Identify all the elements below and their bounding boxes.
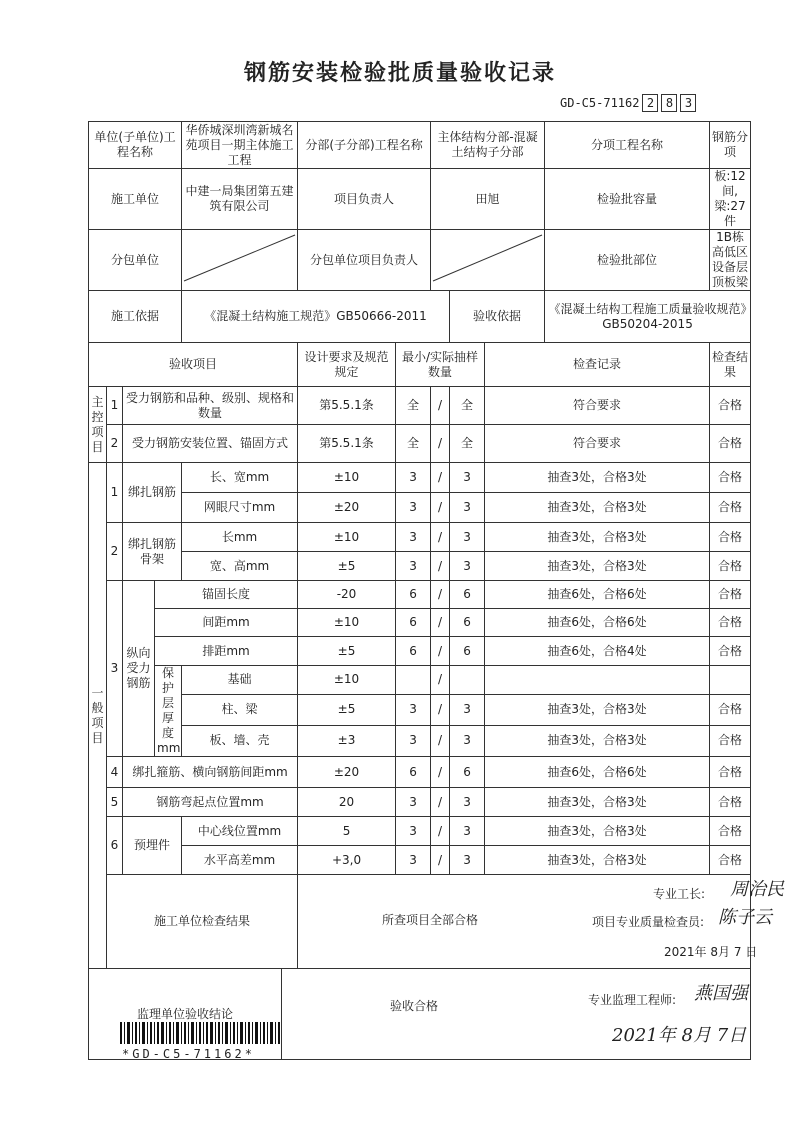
sample-actual: 3 [450, 725, 485, 756]
design-value: +3,0 [298, 846, 396, 875]
check-result: 合格 [710, 694, 751, 725]
sub-item-name: 间距mm [155, 609, 298, 637]
basis-value: 《混凝土结构施工规范》GB50666-2011 [182, 291, 450, 343]
sub-item-name: 网眼尺寸mm [182, 493, 298, 523]
subitem-label: 分项工程名称 [545, 122, 710, 169]
form-code-prefix: GD-C5-71162 [560, 96, 640, 110]
design-value: 第5.5.1条 [298, 387, 396, 425]
sub-item-name: 板、墙、壳 [182, 725, 298, 756]
check-result: 合格 [710, 846, 751, 875]
inspector-label: 项目专业质量检查员: [592, 915, 705, 929]
design-value: 20 [298, 788, 396, 817]
check-result: 合格 [710, 609, 751, 637]
sample-min: 全 [396, 387, 431, 425]
sample-min: 3 [396, 725, 431, 756]
blank-diagonal [184, 235, 295, 281]
check-result: 合格 [710, 425, 751, 463]
sub-item-name: 长mm [182, 523, 298, 552]
row-number: 3 [107, 581, 123, 757]
check-record: 抽查3处，合格3处 [485, 846, 710, 875]
sub-item-name: 水平高差mm [182, 846, 298, 875]
row-number: 2 [107, 425, 123, 463]
inspection-table: 单位(子单位)工程名称 华侨城深圳湾新城名苑项目一期主体施工工程 分部(子分部)工程名称 主体结构分部-混凝土结构子分部 分项工程名称 钢筋分项 施工单位 中建一局集团第五建筑有限公司 项目负责人 田旭 检验批容量 板:12间, 梁:27件 分包单位 分包单位项目负责人 检验批部位 1B栋高低区设备层顶板梁 施工依据 《混凝土结构施工规范》GB50666-2011 验收依据 《混凝土结构工程施工质量验收规范》GB50204-2015 验收项目 设计要求及规范规定 最小/实际抽样数量 检查记录 检查结果 主控项目 1 受力钢筋和品种、级别、规格和数量 第5.5.1条 全 / 全 符合要求 合格 2 受力钢筋安装位置、锚固方式 第5.5.1条 全 / 全 符合要求 合格 一般项目 1 绑扎钢筋 长、宽mm ±10 3 / 3 抽查3处，合格3处 合格 网眼尺寸mm ±20 3 / 3 抽查3处，合格3处 合格 2 绑扎钢筋骨架 长mm ±10 3 / 3 抽查3处，合格3处 合格 宽、高mm ±5 3 / 3 抽查3处，合格3处 合格 3 纵向受力钢筋 锚固长度 -20 6 / 6 抽查6处，合格6处 合格 间距mm ±10 6 / 6 抽查6处，合格6处 合格 排距mm ±5 6 / 6 抽查6处，合格4处 合格 保护层厚度mm 基础 ±10 / 柱、梁 ±5 3 / 3 抽查3处，合格3处 合格 板、墙、壳 ±3 3 / 3 抽查3处，合格3处 合格 4 绑扎箍筋、横向钢筋间距mm ±20 6 / 6 抽查6处，合格6处 合格 5 钢筋弯起点位置mm 20 3 / 3 抽查3处，合格3处 合格 6 预埋件 中心线位置mm 5 3 / 3 抽查3处，合格3处 合格 水平高差mm +3,0 3 / 3 抽查3处，合格3处 合格 施工单位检查结果 所查项目全部合格 专业工长: 周治民 项目专业质量检查员: 陈子云 2021年 8月 7 日 监理单位验收结论 验收合格 专业监理工程师: 燕国强 2021年 8月 7日 [88, 121, 751, 1060]
sample-min: 3 [396, 552, 431, 581]
inspector-signature: 陈子云 [718, 907, 773, 928]
row-number: 4 [107, 757, 123, 788]
division-label: 分部(子分部)工程名称 [298, 122, 431, 169]
check-record: 抽查3处，合格3处 [485, 463, 710, 493]
sample-min: 6 [396, 581, 431, 609]
item-name: 绑扎钢筋骨架 [123, 523, 182, 581]
sample-actual: 6 [450, 757, 485, 788]
sub-item-name: 长、宽mm [182, 463, 298, 493]
check-result: 合格 [710, 725, 751, 756]
check-record: 抽查6处，合格6处 [485, 757, 710, 788]
design-value: ±5 [298, 552, 396, 581]
blank-diagonal [433, 235, 542, 281]
sub-item-name: 中心线位置mm [182, 817, 298, 846]
barcode-icon [120, 1022, 280, 1044]
code-box: 8 [661, 94, 677, 112]
check-record [485, 666, 710, 695]
unit-label: 单位(子单位)工程名称 [89, 122, 182, 169]
col-item: 验收项目 [89, 343, 298, 387]
subitem-value: 钢筋分项 [710, 122, 751, 169]
batch-part-value: 1B栋高低区设备层顶板梁 [710, 230, 751, 291]
check-result [710, 666, 751, 695]
sample-actual: 3 [450, 493, 485, 523]
col-record: 检查记录 [485, 343, 710, 387]
design-value: ±10 [298, 609, 396, 637]
sub-item-name: 宽、高mm [182, 552, 298, 581]
design-value: -20 [298, 581, 396, 609]
check-record: 抽查3处，合格3处 [485, 523, 710, 552]
sample-min [396, 666, 431, 695]
sample-min: 3 [396, 846, 431, 875]
capacity-value: 板:12间, 梁:27件 [710, 169, 751, 230]
sample-min: 6 [396, 609, 431, 637]
supervision-result: 验收合格 [390, 999, 439, 1013]
check-record: 抽查6处，合格6处 [485, 581, 710, 609]
design-value: ±10 [298, 523, 396, 552]
col-result: 检查结果 [710, 343, 751, 387]
construction-check-label: 施工单位检查结果 [107, 875, 298, 969]
contractor-label: 施工单位 [89, 169, 182, 230]
design-value: ±10 [298, 463, 396, 493]
row-number: 5 [107, 788, 123, 817]
sample-min: 3 [396, 817, 431, 846]
sample-actual: 3 [450, 694, 485, 725]
foreman-signature: 周治民 [730, 879, 785, 900]
basis-label: 施工依据 [89, 291, 182, 343]
sample-min: 6 [396, 757, 431, 788]
main-control-label: 主控项目 [89, 387, 107, 463]
acceptance-basis-label: 验收依据 [450, 291, 545, 343]
contractor-value: 中建一局集团第五建筑有限公司 [182, 169, 298, 230]
col-design: 设计要求及规范规定 [298, 343, 396, 387]
engineer-signature: 燕国强 [694, 983, 748, 1004]
check-result: 合格 [710, 637, 751, 666]
subcontractor-label: 分包单位 [89, 230, 182, 291]
supervision-label: 监理单位验收结论 [89, 969, 282, 1060]
check-record: 抽查6处，合格4处 [485, 637, 710, 666]
sample-actual: 3 [450, 463, 485, 493]
manager-value: 田旭 [431, 169, 545, 230]
check-result: 合格 [710, 523, 751, 552]
check-record: 抽查6处，合格6处 [485, 609, 710, 637]
sample-min: 全 [396, 425, 431, 463]
check-record: 抽查3处，合格3处 [485, 817, 710, 846]
check-record: 符合要求 [485, 387, 710, 425]
barcode-text: *GD-C5-71162* [122, 1047, 255, 1061]
check-record: 抽查3处，合格3处 [485, 493, 710, 523]
division-value: 主体结构分部-混凝土结构子分部 [431, 122, 545, 169]
design-value: ±3 [298, 725, 396, 756]
sample-actual: 6 [450, 609, 485, 637]
sample-min: 3 [396, 788, 431, 817]
sample-actual: 3 [450, 552, 485, 581]
design-value: 5 [298, 817, 396, 846]
item-name: 纵向受力钢筋 [123, 581, 155, 757]
code-box: 3 [680, 94, 696, 112]
sample-actual: 全 [450, 387, 485, 425]
design-value: 第5.5.1条 [298, 425, 396, 463]
check-result: 合格 [710, 581, 751, 609]
sample-min: 3 [396, 463, 431, 493]
check-record: 抽查3处，合格3处 [485, 788, 710, 817]
sub-item-name: 柱、梁 [182, 694, 298, 725]
item-name: 绑扎钢筋 [123, 463, 182, 523]
batch-part-label: 检验批部位 [545, 230, 710, 291]
sub-manager-label: 分包单位项目负责人 [298, 230, 431, 291]
design-value: ±20 [298, 493, 396, 523]
manager-label: 项目负责人 [298, 169, 431, 230]
page-title: 钢筋安装检验批质量验收记录 [243, 61, 556, 86]
cover-label: 保护层厚度mm [155, 666, 182, 757]
sample-min: 6 [396, 637, 431, 666]
col-sample: 最小/实际抽样数量 [396, 343, 485, 387]
construction-check-result: 所查项目全部合格 [382, 913, 479, 927]
subcontractor-value [182, 230, 298, 291]
check-result: 合格 [710, 387, 751, 425]
sample-actual [450, 666, 485, 695]
item-name: 绑扎箍筋、横向钢筋间距mm [123, 757, 298, 788]
supervision-cell [282, 969, 751, 1060]
sub-item-name: 基础 [182, 666, 298, 695]
capacity-label: 检验批容量 [545, 169, 710, 230]
item-name: 受力钢筋和品种、级别、规格和数量 [123, 387, 298, 425]
check-result: 合格 [710, 817, 751, 846]
sample-min: 3 [396, 523, 431, 552]
check-result: 合格 [710, 493, 751, 523]
sample-actual: 3 [450, 846, 485, 875]
item-name: 预埋件 [123, 817, 182, 875]
check-record: 抽查3处，合格3处 [485, 552, 710, 581]
sub-item-name: 排距mm [155, 637, 298, 666]
design-value: ±5 [298, 694, 396, 725]
sample-actual: 6 [450, 581, 485, 609]
item-name: 钢筋弯起点位置mm [123, 788, 298, 817]
design-value: ±5 [298, 637, 396, 666]
row-number: 2 [107, 523, 123, 581]
check-record: 抽查3处，合格3处 [485, 694, 710, 725]
check-result: 合格 [710, 463, 751, 493]
row-number: 1 [107, 463, 123, 523]
foreman-label: 专业工长: [653, 887, 706, 901]
sample-actual: 全 [450, 425, 485, 463]
form-code [560, 94, 696, 112]
supervision-date: 2021年 8月 7日 [612, 1025, 747, 1046]
sub-manager-value [431, 230, 545, 291]
unit-value: 华侨城深圳湾新城名苑项目一期主体施工工程 [182, 122, 298, 169]
design-value: ±20 [298, 757, 396, 788]
check-record: 抽查3处，合格3处 [485, 725, 710, 756]
sample-actual: 3 [450, 817, 485, 846]
construction-check-cell [298, 875, 785, 969]
design-value: ±10 [298, 666, 396, 695]
general-label: 一般项目 [89, 463, 107, 969]
sample-min: 3 [396, 493, 431, 523]
check-result: 合格 [710, 552, 751, 581]
acceptance-basis-value: 《混凝土结构工程施工质量验收规范》GB50204-2015 [545, 291, 751, 343]
row-number: 1 [107, 387, 123, 425]
sample-min: 3 [396, 694, 431, 725]
sample-actual: 3 [450, 788, 485, 817]
item-name: 受力钢筋安装位置、锚固方式 [123, 425, 298, 463]
row-number: 6 [107, 817, 123, 875]
sub-item-name: 锚固长度 [155, 581, 298, 609]
sample-actual: 3 [450, 523, 485, 552]
check-record: 符合要求 [485, 425, 710, 463]
check-result: 合格 [710, 757, 751, 788]
sample-actual: 6 [450, 637, 485, 666]
code-box: 2 [642, 94, 658, 112]
construction-check-date: 2021年 8月 7 日 [664, 945, 758, 959]
engineer-label: 专业监理工程师: [588, 993, 677, 1007]
check-result: 合格 [710, 788, 751, 817]
